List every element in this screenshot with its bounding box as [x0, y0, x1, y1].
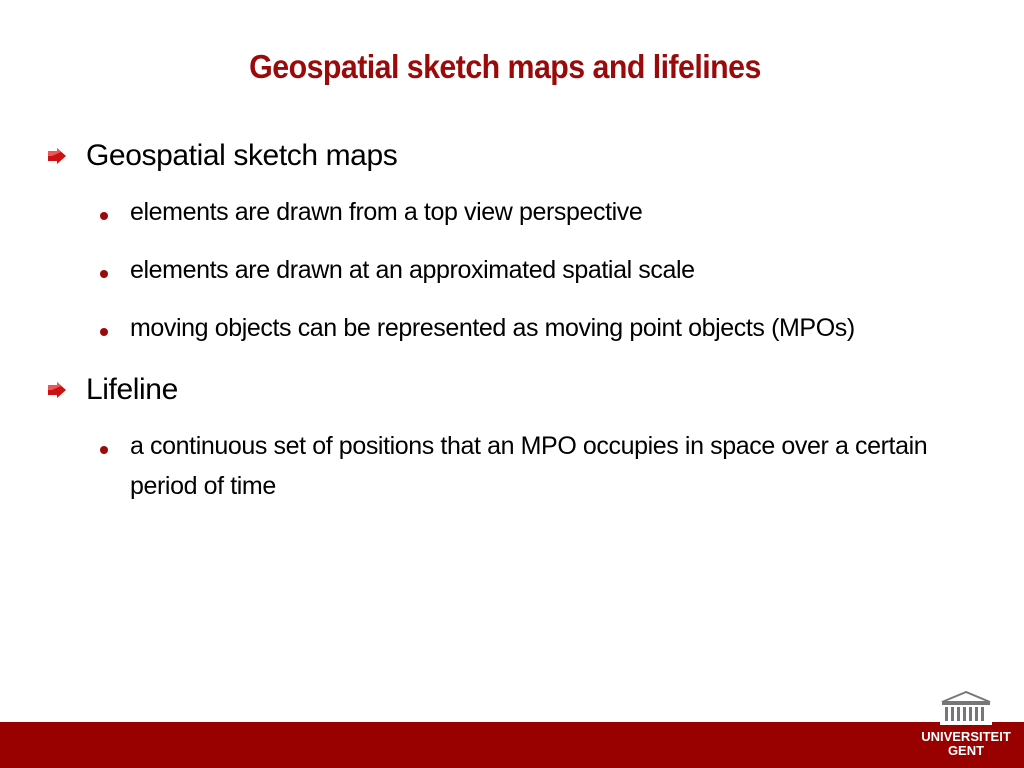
bullet-level1: [48, 368, 978, 412]
footer-bar: [0, 722, 1024, 768]
bullet-level1: [48, 134, 978, 178]
slide-title: Geospatial sketch maps and lifelines: [249, 48, 761, 85]
dot-bullet-icon: [100, 270, 108, 278]
bullet-level2: [48, 192, 978, 232]
logo-line1: UNIVERSITEIT: [921, 729, 1011, 744]
dot-bullet-icon: [100, 212, 108, 220]
dot-bullet-icon: [100, 328, 108, 336]
bullet-level1-text: Lifeline: [86, 373, 178, 406]
logo-text: [912, 730, 1020, 758]
bullet-level2: [48, 250, 978, 290]
bullet-level2-text: elements are drawn at an approximated spatial scale: [130, 256, 695, 284]
university-building-icon: [912, 688, 1020, 730]
dot-bullet-icon: [100, 446, 108, 454]
logo-line2: GENT: [947, 743, 985, 758]
slide-content: [48, 134, 978, 506]
bullet-level2-text: elements are drawn from a top view perspective: [130, 198, 643, 226]
bullet-level2-text: moving objects can be represented as moving point objects (MPOs): [130, 314, 855, 342]
bullet-level2: [48, 308, 978, 348]
bullet-level2-text: a continuous set of positions that an MPO occupies in space over a certain period of time: [130, 432, 928, 500]
bullet-level1-text: Geospatial sketch maps: [86, 139, 398, 172]
bullet-level2: [48, 426, 978, 506]
arrow-bullet-icon: [48, 148, 66, 164]
university-logo: [912, 688, 1024, 768]
arrow-bullet-icon: [48, 382, 66, 398]
